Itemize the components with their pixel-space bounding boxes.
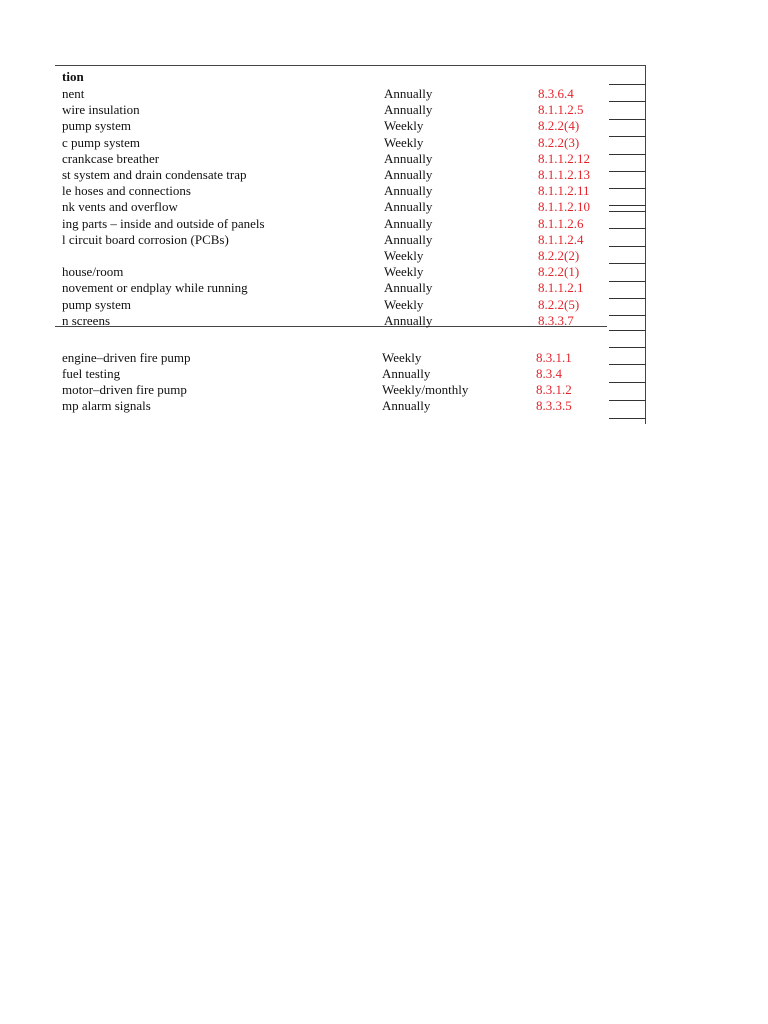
task-cell: house/room — [62, 264, 124, 280]
task-cell: le hoses and connections — [62, 183, 191, 199]
reference-cell: 8.1.1.2.6 — [538, 215, 584, 231]
tick-mark — [609, 246, 646, 247]
task-cell: motor–driven fire pump — [62, 382, 187, 397]
task-cell: l circuit board corrosion (PCBs) — [62, 231, 229, 247]
frequency-cell: Annually — [382, 398, 431, 413]
frequency-cell: Weekly — [384, 134, 424, 150]
reference-cell: 8.1.1.2.10 — [538, 199, 590, 215]
task-cell: engine–driven fire pump — [62, 350, 191, 365]
reference-cell: 8.3.1.1 — [536, 350, 572, 365]
tick-mark — [609, 171, 646, 172]
reference-cell: 8.2.2(5) — [538, 296, 580, 312]
tick-mark — [609, 281, 646, 282]
reference-cell: 8.1.1.2.12 — [538, 150, 590, 166]
frequency-cell: Annually — [384, 167, 433, 182]
frequency-cell: Annually — [384, 215, 433, 231]
reference-cell: 8.1.1.2.13 — [538, 167, 590, 182]
reference-cell: 8.2.2(4) — [538, 118, 580, 134]
tick-mark — [609, 205, 646, 206]
tick-mark — [609, 136, 646, 137]
frequency-cell: Weekly — [384, 248, 424, 263]
frequency-cell: Annually — [384, 183, 433, 199]
reference-cell: 8.2.2(3) — [538, 134, 580, 150]
task-cell: st system and drain condensate trap — [62, 167, 247, 182]
reference-cell: 8.3.3.7 — [538, 312, 574, 328]
task-cell: pump system — [62, 296, 131, 312]
task-cell: ing parts – inside and outside of panels — [62, 215, 265, 231]
table-top-border — [55, 65, 646, 66]
task-cell: nent — [62, 86, 85, 101]
reference-cell: 8.1.1.2.1 — [538, 280, 584, 296]
task-cell: mp alarm signals — [62, 398, 151, 413]
document-page — [0, 0, 768, 424]
frequency-cell: Annually — [384, 86, 433, 101]
frequency-cell: Annually — [384, 150, 433, 166]
tick-mark — [609, 315, 646, 316]
task-cell: n screens — [62, 312, 111, 328]
frequency-cell: Annually — [384, 102, 433, 118]
task-cell: crankcase breather — [62, 150, 160, 166]
frequency-cell: Annually — [384, 280, 433, 296]
task-cell: pump system — [62, 118, 131, 134]
tick-mark — [609, 101, 646, 102]
task-cell: wire insulation — [62, 102, 140, 118]
tick-mark — [609, 400, 646, 401]
frequency-cell: Weekly/monthly — [382, 382, 469, 397]
frequency-cell: Annually — [382, 366, 431, 381]
reference-cell: 8.3.6.4 — [538, 86, 574, 101]
tick-mark — [609, 347, 646, 348]
frequency-cell: Annually — [384, 199, 433, 215]
task-cell: novement or endplay while running — [62, 280, 248, 296]
frequency-cell: Annually — [384, 231, 433, 247]
tick-mark — [609, 382, 646, 383]
task-cell: fuel testing — [62, 366, 121, 381]
tick-mark — [609, 298, 646, 299]
reference-cell: 8.3.3.5 — [536, 398, 572, 413]
tick-mark — [609, 418, 646, 419]
tick-mark — [609, 364, 646, 365]
frequency-cell: Weekly — [382, 350, 422, 365]
reference-cell: 8.2.2(2) — [538, 248, 580, 263]
reference-cell: 8.3.1.2 — [536, 382, 572, 397]
section-separator — [55, 326, 607, 327]
tick-mark — [609, 263, 646, 264]
frequency-cell: Annually — [384, 312, 433, 328]
frequency-cell: Weekly — [384, 296, 424, 312]
frequency-cell: Weekly — [384, 264, 424, 280]
task-cell: c pump system — [62, 134, 140, 150]
tick-mark — [609, 154, 646, 155]
tick-mark — [609, 188, 646, 189]
tick-mark — [609, 330, 646, 331]
tick-mark — [609, 211, 646, 212]
task-cell: nk vents and overflow — [62, 199, 178, 215]
tick-mark — [609, 84, 646, 85]
frequency-cell: Weekly — [384, 118, 424, 134]
reference-cell: 8.1.1.2.5 — [538, 102, 584, 118]
reference-cell: 8.2.2(1) — [538, 264, 580, 280]
tick-mark — [609, 228, 646, 229]
reference-cell: 8.1.1.2.11 — [538, 183, 590, 199]
tick-mark — [609, 119, 646, 120]
reference-cell: 8.3.4 — [536, 366, 562, 381]
reference-cell: 8.1.1.2.4 — [538, 231, 584, 247]
column-header: tion — [62, 69, 84, 84]
